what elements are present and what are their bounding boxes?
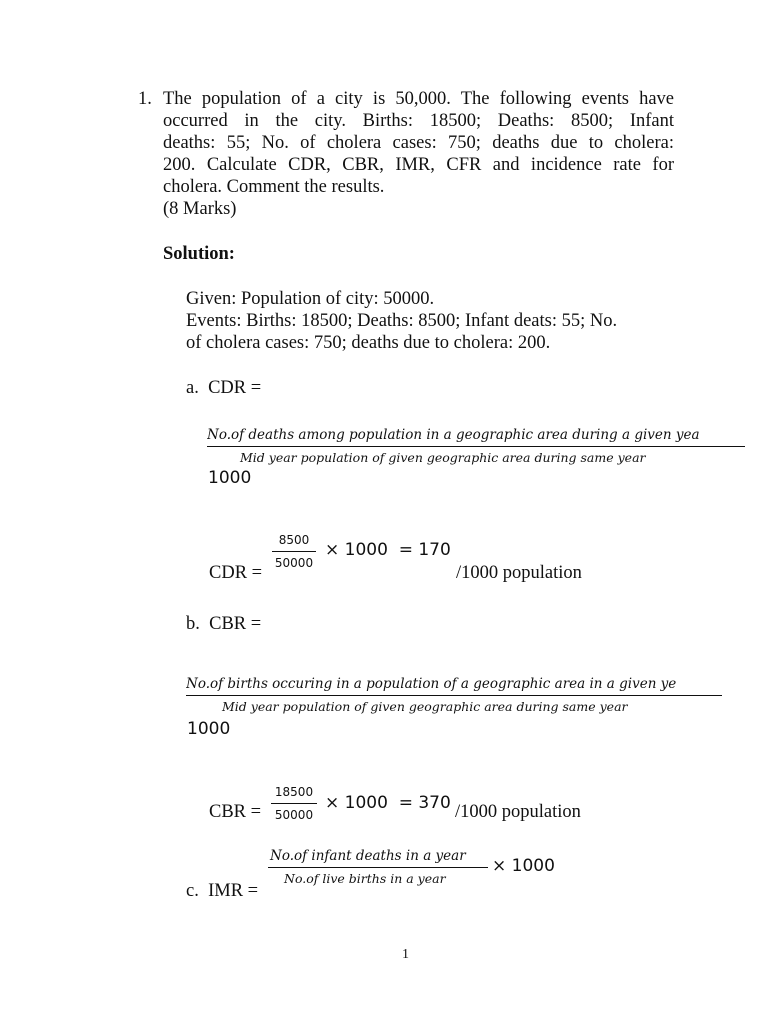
cdr-label: a. CDR = [186,378,262,398]
cbr-formula-multiplier: 1000 [187,719,231,739]
cbr-label: b. CBR = [186,614,262,634]
cdr-formula-denominator: Mid year population of given geographic area during same year [240,450,646,465]
cbr-calc-denominator: 50000 [274,808,314,822]
cbr-formula-bar [186,695,722,696]
cbr-calc-bar [271,803,317,804]
cbr-formula-denominator: Mid year population of given geographic area during same year [222,699,628,714]
imr-formula-multiplier: × 1000 [492,856,555,876]
cdr-calc-lhs: CDR = [209,563,263,583]
question-marks: (8 Marks) [163,199,237,219]
page-number: 1 [402,947,409,962]
cbr-calc-expression: × 1000 = 370 [325,793,451,813]
cdr-calc-bar [272,551,316,552]
cbr-calc-numerator: 18500 [274,785,314,799]
cdr-calc-denominator: 50000 [274,556,314,570]
solution-heading: Solution: [163,244,235,264]
question-line-3: deaths: 55; No. of cholera cases: 750; deaths due to cholera: [163,133,674,153]
cbr-formula-numerator: No.of births occuring in a population of a geographic area in a given ye [186,676,677,692]
given-line-2: Events: Births: 18500; Deaths: 8500; Infant deats: 55; No. [186,311,618,331]
imr-label: c. IMR = [186,881,259,901]
imr-formula-numerator: No.of infant deaths in a year [270,848,466,864]
cdr-calc-numerator: 8500 [278,533,310,547]
question-line-4: 200. Calculate CDR, CBR, IMR, CFR and incidence rate for [163,155,674,175]
cdr-calc-expression: × 1000 = 170 [325,540,451,560]
cdr-calc-unit: /1000 population [456,563,582,583]
imr-formula-denominator: No.of live births in a year [284,871,446,886]
given-line-3: of cholera cases: 750; deaths due to cholera: 200. [186,333,551,353]
question-line-5: cholera. Comment the results. [163,177,385,197]
cdr-formula-multiplier: 1000 [208,468,252,488]
question-line-1: The population of a city is 50,000. The following events have [163,89,674,109]
imr-formula-bar [268,867,488,868]
cdr-formula-numerator: No.of deaths among population in a geographic area during a given yea [207,427,700,443]
given-line-1: Given: Population of city: 50000. [186,289,435,309]
cbr-calc-lhs: CBR = [209,802,262,822]
cbr-calc-unit: /1000 population [455,802,581,822]
question-line-2: occurred in the city. Births: 18500; Deaths: 8500; Infant [163,111,674,131]
question-number: 1. [138,89,152,109]
cdr-formula-bar [207,446,745,447]
